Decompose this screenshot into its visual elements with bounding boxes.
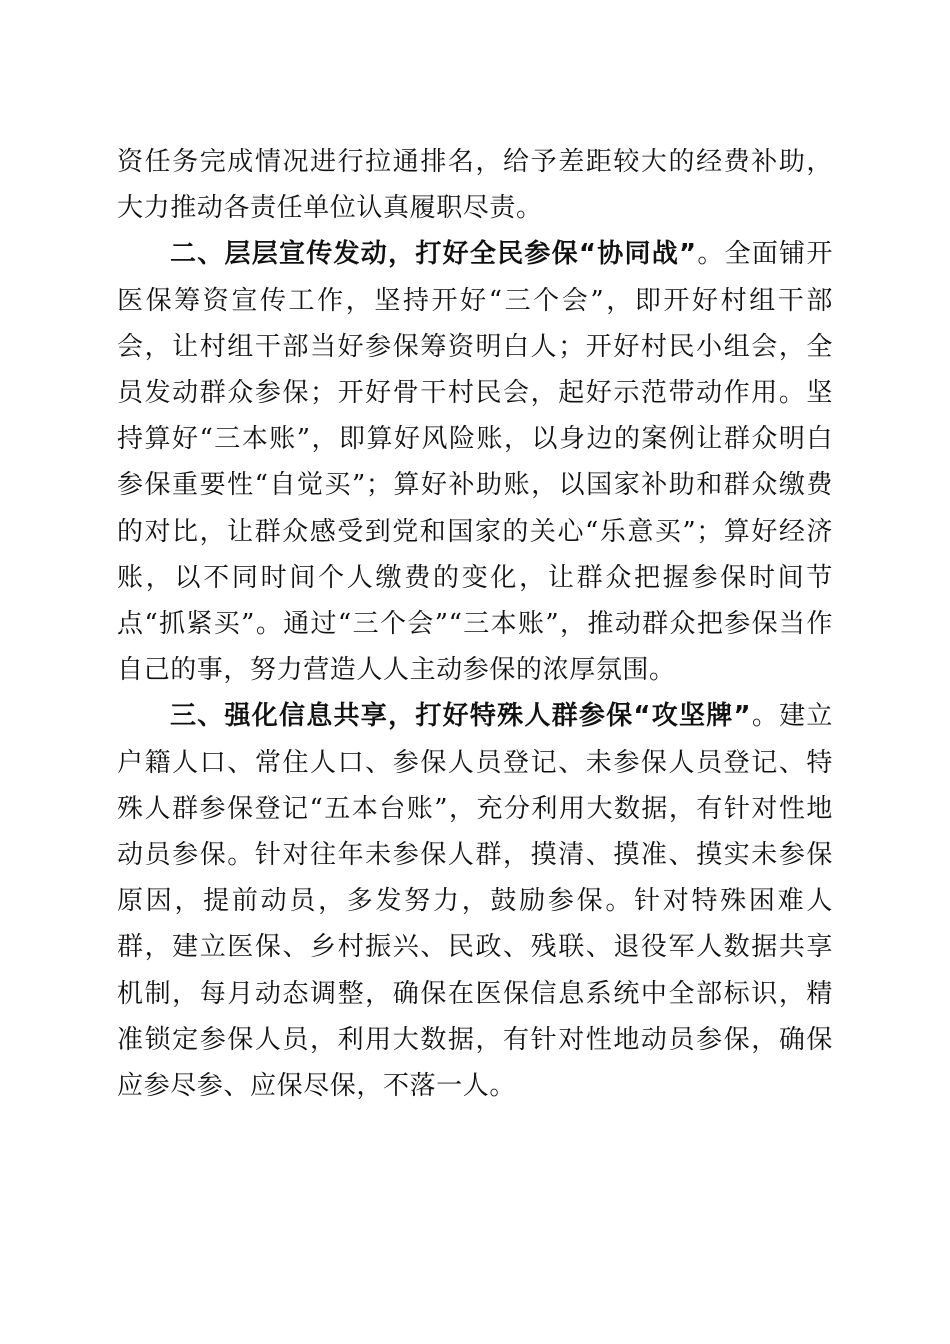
section-three-body: 。建立户籍人口、常住人口、参保人员登记、未参保人员登记、特殊人群参保登记“五本台账”，充分利用大数据，有针对性地动员参保。针对往年未参保人群，摸清、摸准、摸实未参保原因，提前动员，多发努力，鼓励参保。针对特殊困难人群，建立医保、乡村振兴、民政、残联、退役军人数据共享机制，每月动态调整，确保在医保信息系统中全部标识，精准锁定参保人员，利用大数据，有针对性地动员参保，确保应参尽参、应保尽保，不落一人。 <box>117 701 833 1102</box>
paragraph-text: 资任务完成情况进行拉通排名，给予差距较大的经费补助，大力推动各责任单位认真履职尽责。 <box>117 147 833 224</box>
section-two-heading: 二、层层宣传发动，打好全民参保“协同战” <box>170 239 697 270</box>
document-body <box>117 139 833 1109</box>
paragraph-continuation <box>117 139 833 231</box>
paragraph-section-three <box>117 693 833 1109</box>
section-two-body: 。全面铺开医保筹资宣传工作，坚持开好“三个会”，即开好村组干部会，让村组干部当好参保筹资明白人；开好村民小组会，全员发动群众参保；开好骨干村民会，起好示范带动作用。坚持算好“三本账”，即算好风险账，以身边的案例让群众明白参保重要性“自觉买”；算好补助账，以国家补助和群众缴费的对比，让群众感受到党和国家的关心“乐意买”；算好经济账，以不同时间个人缴费的变化，让群众把握参保时间节点“抓紧买”。通过“三个会”“三本账”，推动群众把参保当作自己的事，努力营造人人主动参保的浓厚氛围。 <box>117 239 833 686</box>
paragraph-section-two <box>117 231 833 693</box>
section-three-heading: 三、强化信息共享，打好特殊人群参保“攻坚牌” <box>170 701 752 732</box>
